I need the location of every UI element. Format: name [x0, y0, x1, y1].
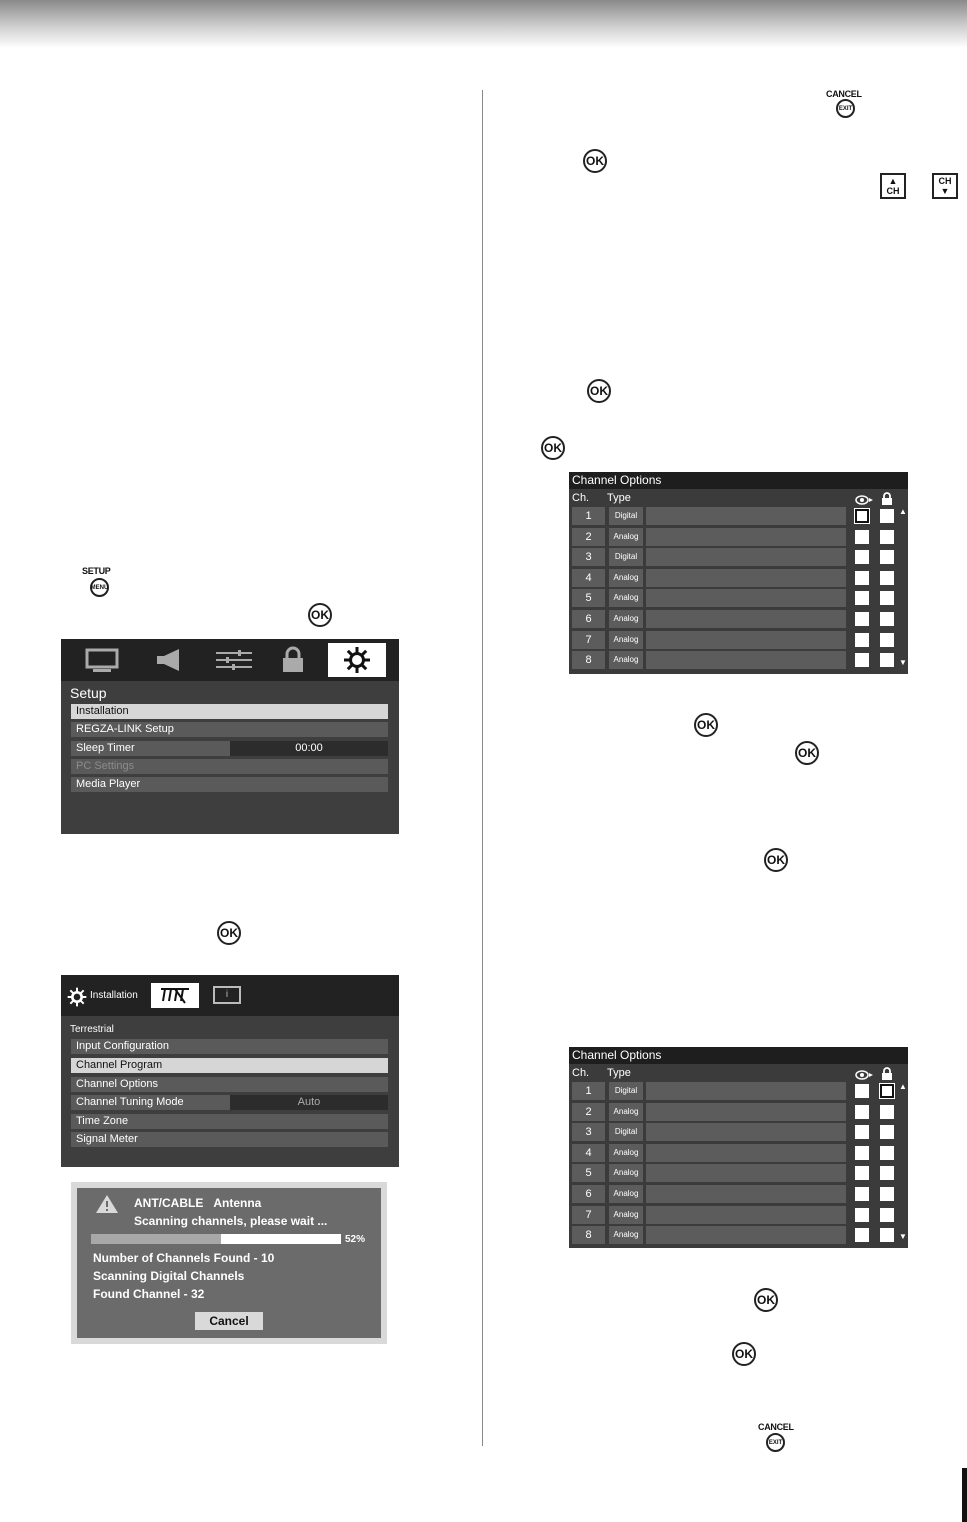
setup-gear-icon[interactable]	[328, 643, 386, 677]
installation-gear-icon	[67, 987, 87, 1012]
lock-checkbox[interactable]	[880, 1125, 894, 1139]
setup-menu-tabs	[61, 639, 399, 681]
menu-item-channel-program[interactable]: Channel Program	[71, 1058, 388, 1073]
scan-message: Scanning channels, please wait ...	[134, 1214, 328, 1228]
installation-menu-screen	[61, 975, 399, 1167]
exit-button[interactable]: EXIT	[766, 1433, 785, 1452]
lock-checkbox[interactable]	[880, 1166, 894, 1180]
channel-type: Analog	[609, 569, 643, 587]
lock-checkbox[interactable]	[880, 509, 894, 523]
scan-progress-label: 52%	[345, 1234, 366, 1245]
channel-number: 2	[572, 1103, 605, 1121]
skip-checkbox[interactable]	[855, 550, 869, 564]
channel-name-field	[646, 1206, 846, 1224]
channel-type: Digital	[609, 507, 643, 525]
channel-name-field	[646, 1103, 846, 1121]
ok-button[interactable]: OK	[732, 1342, 756, 1366]
lock-checkbox[interactable]	[880, 653, 894, 667]
scan-dialog-body	[77, 1188, 381, 1338]
channel-name-field	[646, 631, 846, 649]
channel-number: 8	[572, 1226, 605, 1244]
lock-checkbox[interactable]	[880, 612, 894, 626]
lock-checkbox[interactable]	[880, 1187, 894, 1201]
channel-type: Analog	[609, 1144, 643, 1162]
channel-row[interactable]	[572, 1123, 902, 1141]
setup-menu-title: Setup	[70, 685, 107, 701]
scroll-up-icon[interactable]: ▲	[899, 1082, 907, 1091]
col-ch-header: Ch.	[572, 1067, 590, 1079]
sleep-timer-value: 00:00	[230, 741, 388, 756]
antenna-icon[interactable]	[151, 983, 199, 1008]
skip-checkbox[interactable]	[855, 530, 869, 544]
channel-name-field	[646, 1226, 846, 1244]
cancel-button[interactable]: Cancel	[195, 1312, 263, 1330]
channel-name-field	[646, 1185, 846, 1203]
scan-progress-fill	[91, 1234, 221, 1244]
skip-checkbox[interactable]	[855, 1146, 869, 1160]
channel-type: Digital	[609, 548, 643, 566]
channel-number: 7	[572, 631, 605, 649]
channel-row[interactable]	[572, 610, 902, 628]
channel-row[interactable]	[572, 507, 902, 525]
lock-checkbox[interactable]	[880, 530, 894, 544]
picture-icon[interactable]	[73, 643, 131, 677]
scan-progress-bar	[91, 1234, 341, 1244]
col-ch-header: Ch.	[572, 492, 590, 504]
lock-checkbox[interactable]	[880, 591, 894, 605]
cancel-button-label: CANCEL	[826, 89, 862, 99]
lock-checkbox[interactable]	[880, 1146, 894, 1160]
channel-number: 5	[572, 589, 605, 607]
menu-item-installation[interactable]: Installation	[71, 704, 388, 719]
channel-name-field	[646, 507, 846, 525]
skip-checkbox[interactable]	[855, 1228, 869, 1242]
channel-options-title: Channel Options	[569, 1047, 908, 1064]
warning-icon	[95, 1194, 119, 1219]
menu-item-sleep-timer[interactable]: Sleep Timer 00:00	[71, 741, 388, 756]
channel-number: 6	[572, 1185, 605, 1203]
channel-number: 3	[572, 548, 605, 566]
channel-number: 3	[572, 1123, 605, 1141]
channel-name-field	[646, 651, 846, 669]
ok-button[interactable]: OK	[308, 603, 332, 627]
scan-dialog	[71, 1182, 387, 1344]
channel-type: Digital	[609, 1082, 643, 1100]
skip-checkbox[interactable]	[855, 571, 869, 585]
channel-number: 6	[572, 610, 605, 628]
channel-type: Analog	[609, 1164, 643, 1182]
menu-item-input-configuration[interactable]: Input Configuration	[71, 1039, 388, 1054]
channel-name-field	[646, 569, 846, 587]
channel-type: Analog	[609, 631, 643, 649]
lock-icon[interactable]	[264, 643, 322, 677]
ok-button[interactable]: OK	[541, 436, 565, 460]
channel-number: 4	[572, 1144, 605, 1162]
info-tab[interactable]: i	[213, 986, 241, 1004]
channel-type: Digital	[609, 1123, 643, 1141]
skip-checkbox[interactable]	[855, 1084, 869, 1098]
skip-checkbox[interactable]	[855, 1166, 869, 1180]
menu-item-signal-meter[interactable]: Signal Meter	[71, 1132, 388, 1147]
channel-type: Analog	[609, 651, 643, 669]
lock-checkbox[interactable]	[880, 1228, 894, 1242]
channel-type: Analog	[609, 589, 643, 607]
channel-row[interactable]	[572, 1082, 902, 1100]
channel-number: 2	[572, 528, 605, 546]
setup-button-label: SETUP	[82, 566, 111, 576]
found-channel: Found Channel - 32	[93, 1287, 205, 1301]
skip-checkbox[interactable]	[855, 1187, 869, 1201]
ok-button[interactable]: OK	[583, 149, 607, 173]
channel-type: Analog	[609, 1226, 643, 1244]
skip-checkbox[interactable]	[855, 1208, 869, 1222]
channel-up-button[interactable]: ▲ CH	[880, 173, 906, 199]
channel-type: Analog	[609, 1103, 643, 1121]
channel-name-field	[646, 528, 846, 546]
channel-name-field	[646, 548, 846, 566]
col-type-header: Type	[607, 492, 631, 504]
adjust-icon[interactable]	[205, 643, 263, 677]
channel-row[interactable]	[572, 631, 902, 649]
channel-number: 7	[572, 1206, 605, 1224]
channel-type: Analog	[609, 528, 643, 546]
channel-row[interactable]	[572, 548, 902, 566]
channel-number: 8	[572, 651, 605, 669]
channel-number: 4	[572, 569, 605, 587]
lock-checkbox[interactable]	[880, 1105, 894, 1119]
channel-row[interactable]	[572, 1185, 902, 1203]
lock-checkbox[interactable]	[880, 1084, 894, 1098]
page-header-band	[0, 0, 967, 48]
exit-button[interactable]: EXIT	[836, 99, 855, 118]
ok-button[interactable]: OK	[217, 921, 241, 945]
cancel-button-label: CANCEL	[758, 1422, 794, 1432]
menu-item-regza-link[interactable]: REGZA-LINK Setup	[71, 722, 388, 737]
scanning-status: Scanning Digital Channels	[93, 1269, 245, 1283]
scroll-down-icon[interactable]: ▼	[899, 1232, 907, 1241]
channel-options-panel	[569, 472, 908, 674]
channel-down-button[interactable]: CH ▼	[932, 173, 958, 199]
menu-item-channel-options[interactable]: Channel Options	[71, 1077, 388, 1092]
tuning-mode-value: Auto	[230, 1095, 388, 1110]
menu-item-pc-settings: PC Settings	[71, 759, 388, 774]
channel-type: Analog	[609, 1185, 643, 1203]
setup-menu-screen	[61, 639, 399, 834]
channel-row[interactable]	[572, 589, 902, 607]
skip-checkbox[interactable]	[855, 653, 869, 667]
channel-type: Analog	[609, 610, 643, 628]
installation-tab-label[interactable]: Installation	[90, 990, 138, 1001]
channel-row[interactable]	[572, 1103, 902, 1121]
triangle-up-icon: ▲	[888, 176, 898, 186]
triangle-down-icon: ▼	[940, 186, 950, 196]
page-edge-mark	[962, 1468, 967, 1522]
channel-number: 1	[572, 1082, 605, 1100]
channel-name-field	[646, 1164, 846, 1182]
channel-name-field	[646, 1082, 846, 1100]
channel-row[interactable]	[572, 651, 902, 669]
channel-row[interactable]	[572, 1144, 902, 1162]
col-type-header: Type	[607, 1067, 631, 1079]
column-divider	[482, 90, 483, 1446]
lock-checkbox[interactable]	[880, 1208, 894, 1222]
installation-menu-tabs	[61, 975, 399, 1016]
skip-checkbox[interactable]	[855, 591, 869, 605]
menu-item-channel-tuning-mode[interactable]: Channel Tuning Mode Auto	[71, 1095, 388, 1110]
channel-type: Analog	[609, 1206, 643, 1224]
skip-checkbox[interactable]	[855, 612, 869, 626]
channel-row[interactable]	[572, 569, 902, 587]
scroll-down-icon[interactable]: ▼	[899, 658, 907, 667]
skip-checkbox[interactable]	[855, 509, 869, 523]
menu-item-time-zone[interactable]: Time Zone	[71, 1114, 388, 1129]
channel-name-field	[646, 610, 846, 628]
ok-button[interactable]: OK	[764, 848, 788, 872]
skip-checkbox[interactable]	[855, 1105, 869, 1119]
menu-button[interactable]: MENU	[90, 578, 109, 597]
channel-name-field	[646, 1123, 846, 1141]
menu-item-media-player[interactable]: Media Player	[71, 777, 388, 792]
channel-row[interactable]	[572, 1164, 902, 1182]
ok-button[interactable]: OK	[754, 1288, 778, 1312]
channels-found: Number of Channels Found - 10	[93, 1251, 275, 1265]
channel-number: 5	[572, 1164, 605, 1182]
channel-row[interactable]	[572, 1226, 902, 1244]
channel-row[interactable]	[572, 1206, 902, 1224]
skip-checkbox[interactable]	[855, 633, 869, 647]
scan-source: ANT/CABLE Antenna	[134, 1196, 262, 1210]
lock-checkbox[interactable]	[880, 633, 894, 647]
channel-name-field	[646, 589, 846, 607]
channel-options-panel	[569, 1047, 908, 1248]
ok-button[interactable]: OK	[694, 713, 718, 737]
ok-button[interactable]: OK	[587, 379, 611, 403]
scroll-up-icon[interactable]: ▲	[899, 507, 907, 516]
skip-checkbox[interactable]	[855, 1125, 869, 1139]
lock-checkbox[interactable]	[880, 571, 894, 585]
section-label: Terrestrial	[70, 1024, 114, 1035]
ok-button[interactable]: OK	[795, 741, 819, 765]
sound-icon[interactable]	[139, 643, 197, 677]
channel-name-field	[646, 1144, 846, 1162]
channel-options-title: Channel Options	[569, 472, 908, 489]
channel-row[interactable]	[572, 528, 902, 546]
channel-number: 1	[572, 507, 605, 525]
lock-checkbox[interactable]	[880, 550, 894, 564]
